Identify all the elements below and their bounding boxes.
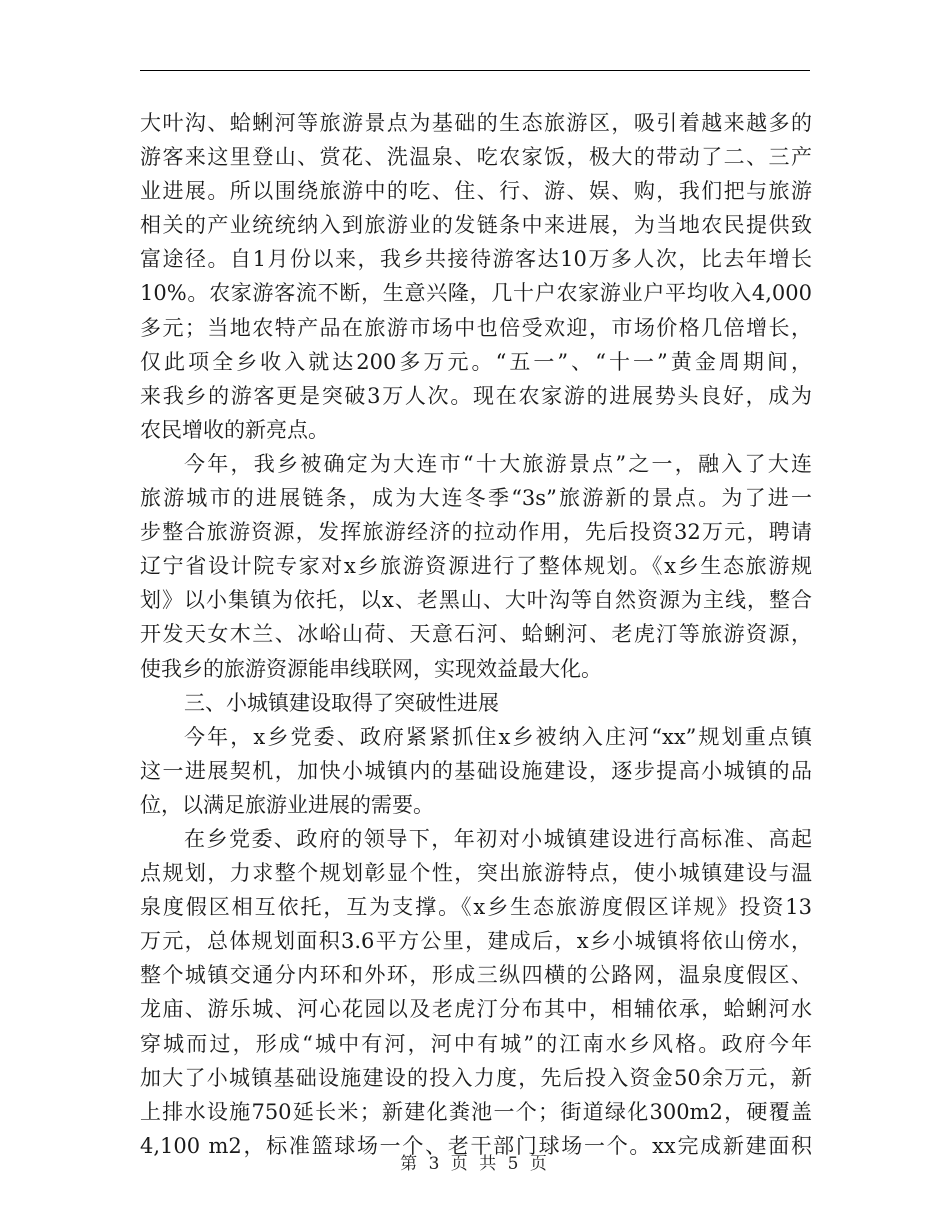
- text-line: 使我乡的旅游资源能串线联网，实现效益最大化。: [140, 656, 602, 681]
- header-rule: [140, 70, 810, 71]
- text-line: 划》以小集镇为依托，以x、老黑山、大叶沟等自然资源为主线，整合: [140, 588, 812, 613]
- text-line: 这一进展契机，加快小城镇内的基础设施建设，逐步提高小城镇的品: [140, 758, 812, 783]
- text-line: 万元，总体规划面积3.6平方公里，建成后，x乡小城镇将依山傍水，: [140, 929, 812, 954]
- text-line: 龙庙、游乐城、河心花园以及老虎汀分布其中，相辅依承，蛤蜊河水: [140, 997, 812, 1022]
- text-line: 在乡党委、政府的领导下，年初对小城镇建设进行高标准、高起: [184, 826, 812, 851]
- text-line: 旅游城市的进展链条，成为大连冬季“3s”旅游新的景点。为了进一: [140, 486, 812, 511]
- text-line: 多元；当地农特产品在旅游市场中也倍受欢迎，市场价格几倍增长，: [140, 315, 812, 340]
- text-line: 整个城镇交通分内环和外环，形成三纵四横的公路网，温泉度假区、: [140, 963, 812, 988]
- text-line: 富途径。自1月份以来，我乡共接待游客达10万多人次，比去年增长: [140, 247, 812, 272]
- text-line: 加大了小城镇基础设施建设的投入力度，先后投入资金50余万元，新: [140, 1065, 812, 1090]
- section-heading: 三、小城镇建设取得了突破性进展: [184, 690, 499, 715]
- text-line: 相关的产业统统纳入到旅游业的发链条中来进展，为当地农民提供致: [140, 213, 812, 238]
- page-number: 第 3 页 共 5 页: [400, 1154, 550, 1174]
- text-line: 业进展。所以围绕旅游中的吃、住、行、游、娱、购，我们把与旅游: [140, 179, 812, 204]
- text-line: 位，以满足旅游业进展的需要。: [140, 792, 434, 817]
- document-body: [140, 106, 812, 1163]
- text-line: 步整合旅游资源，发挥旅游经济的拉动作用，先后投资32万元，聘请: [140, 520, 812, 545]
- text-line: 来我乡的游客更是突破3万人次。现在农家游的进展势头良好，成为: [140, 383, 812, 408]
- text-line: 开发天女木兰、冰峪山荷、天意石河、蛤蜊河、老虎汀等旅游资源，: [140, 622, 812, 647]
- text-line: 4,100 m2，标准篮球场一个、老干部门球场一个。xx完成新建面积: [140, 1133, 812, 1158]
- text-line: 上排水设施750延长米；新建化粪池一个；街道绿化300m2，硬覆盖: [140, 1099, 812, 1124]
- text-line: 仅此项全乡收入就达200多万元。“五一”、“十一”黄金周期间，: [140, 349, 812, 374]
- text-line: 农民增收的新亮点。: [140, 417, 329, 442]
- text-line: 泉度假区相互依托，互为支撑。《x乡生态旅游度假区详规》投资13: [140, 895, 812, 920]
- text-line: 今年，x乡党委、政府紧紧抓住x乡被纳入庄河“xx”规划重点镇: [184, 724, 812, 749]
- text-line: 10%。农家游客流不断，生意兴隆，几十户农家游业户平均收入4,000: [140, 281, 812, 306]
- text-line: 穿城而过，形成“城中有河，河中有城”的江南水乡风格。政府今年: [140, 1031, 812, 1056]
- text-line: 大叶沟、蛤蜊河等旅游景点为基础的生态旅游区，吸引着越来越多的: [140, 111, 812, 135]
- text-line: 点规划，力求整个规划彰显个性，突出旅游特点，使小城镇建设与温: [140, 861, 812, 886]
- text-line: 今年，我乡被确定为大连市“十大旅游景点”之一，融入了大连: [184, 451, 812, 476]
- text-line: 辽宁省设计院专家对x乡旅游资源进行了整体规划。《x乡生态旅游规: [140, 554, 812, 579]
- text-line: 游客来这里登山、赏花、洗温泉、吃农家饭，极大的带动了二、三产: [140, 145, 812, 170]
